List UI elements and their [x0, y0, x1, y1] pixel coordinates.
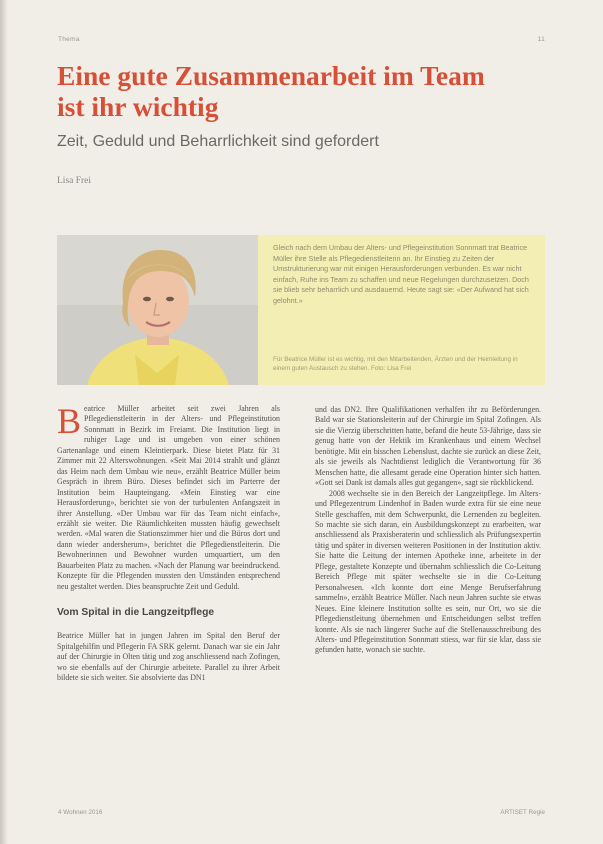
body-paragraph: und das DN2. Ihre Qualifikationen verhalfen ihr zu Beförderungen. Bald war sie Stationsleiterin auf der Chirurgie im Spital Zofingen. Als sie die Vierzig überschritten hatte, befand die heute 53-Jährige, dass sie genug hatte von der Hektik im Krankenhaus und einem Wechsel benötigte. Mit ein bisschen Lebenslust, dachte sie zurück an diese Zeit, als sie jeweils als Nachtdienst lediglich die Verantwortung für 36 Menschen hatte, die allesamt gerade eine Operation hinter sich hatten. «Gott sei Dank ist damals alles gut gegangen», sagt sie rückblickend.: [315, 405, 541, 488]
article-headline: [57, 60, 527, 122]
spacer: [57, 620, 280, 631]
body-paragraph: 2008 wechselte sie in den Bereich der Langzeitpflege. Im Alters- und Pflegezentrum Lindenhof in Baden wurde extra für sie eine neue Stelle geschaffen, mit dem Schwerpunkt, die Lernenden zu begleiten. So machte sie sich daran, ein Ausbildungskonzept zu erarbeiten, war anschliessend als Praxisberaterin und schliesslich als Prüfungsexpertin tätig und später in diversen weiteren Positionen in der Institution aktiv. Sie hatte die Leitung der internen Apotheke inne, arbeitete in der Pflege, gestaltete Konzepte und übernahm schliesslich die Co-Leitung Bereich Pflege mit später wechselte sie in die Co-Leitung Personalwesen. «Ich konnte dort eine Menge Berufserfahrung sammeln», erzählt Beatrice Müller. Nach neun Jahren suchte sie etwas Neues. Eine kleinere Institution sollte es sein, nur Ort, wo sie die Pflegedienstleitung übernehmen und Entscheidungen selbst treffen konnte. Als sie nach längerer Suche auf die Stellenausschreibung des Alters- und Pflegeinstitution Sonnmatt stiess, war für sie klar, dass sie gefunden hatte, wonach sie suchte.: [315, 488, 541, 655]
section-heading: Vom Spital in die Langzeitpflege: [57, 607, 215, 619]
body-paragraph-text: eatrice Müller arbeitet seit zwei Jahren als Pflegedienstleiterin in der Alters- und Pflegeinstitution Sonnmatt in Bezirk im Freiamt. Die Institution liegt in ruhiger Lage und ist umgeben von einer schönen Gartenanlage und einem Kleintierpark. Diese bietet Platz für 31 Zimmer mit 22 Alterswohnungen. «Seit Mai 2014 strahlt und glänzt das Heim nach dem Umbau wie neu», erzählt Beatrice Müller beim Gespräch in ihrem Büro. Dieses befindet sich im Parterre der Institution beim Haupteingang. «Mein Einstieg war eine Herausforderung», berichtet sie von der turbulenten Anfangszeit in ihrer Anstellung. «Der Umbau war für das Team nicht einfach», erzählt sie weiter. Die Räumlichkeiten mussten häufig gewechselt werden. «Mal waren die Stationszimmer hier und die Büros dort und dann wieder andersherum», berichtet die Pflegedienstleiterin. Die Bewohnerinnen und Bewohner wurden umquartiert, um den Bauarbeiten Platz zu machen. «Nach der Planung war beeindruckend. Konzepte für die Pflegenden mussten den Umständen entsprechend neu gestaltet werden. Dies beanspruchte Zeit und Geduld.: [57, 404, 280, 591]
article-lead: Gleich nach dem Umbau der Alters- und Pflegeinstitution Sonnmatt trat Beatrice Müller ihre Stelle als Pflegedienstleiterin an. Ihr Einstieg zu Zeiten der Umstrukturierung war mit einigen Herausforderungen verbunden. Es war nicht einfach, Ruhe ins Team zu schaffen und neue Regelungen durchzusetzen. Doch sie blieb sehr beharrlich und ausdauernd. Heute sagt sie: «Der Aufwand hat sich gelohnt.»: [273, 243, 529, 305]
article-author: Lisa Frei: [57, 176, 92, 186]
headline-line-1: Eine gute Zusammenarbeit im Team: [57, 60, 485, 91]
portrait-illustration: [57, 235, 258, 385]
running-head-section: Thema: [58, 36, 80, 43]
running-head: [58, 36, 545, 43]
text-column-right: [315, 405, 541, 656]
article-subtitle: Zeit, Geduld und Beharrlichkeit sind gefordert: [57, 133, 379, 150]
photo-caption: Für Beatrice Müller ist es wichtig, mit den Mitarbeitenden, Ärzten und der Heimleitung in einem guten Austausch zu stehen. Foto: Lisa Frei: [273, 356, 518, 372]
portrait-photo: [57, 235, 258, 385]
footer-publication: 4 Wohnen 2016: [58, 809, 103, 816]
page-crease-shadow: [0, 0, 8, 844]
lead-box: [57, 235, 545, 385]
running-head-page-mark: 11: [537, 36, 545, 43]
text-column-left: [57, 401, 280, 683]
footer-brand: ARTISET Regie: [500, 809, 545, 816]
headline-line-2: ist ihr wichtig: [57, 91, 219, 122]
body-paragraph: Beatrice Müller hat in jungen Jahren im Spital den Beruf der Spitalgehilfin und Pflegerin FA SRK gelernt. Danach war sie ein Jahr auf der Chirurgie in Olten tätig und zog anschliessend nach Zofingen, wo sie ebenfalls auf der Chirurgie arbeitete. Parallel zu ihrer Arbeit bildete sie sich weiter. Sie absolvierte das DN1: [57, 631, 280, 682]
body-paragraph: [57, 401, 280, 592]
spacer: [57, 592, 280, 606]
drop-cap: B: [57, 401, 82, 441]
page-footer: [58, 809, 545, 816]
